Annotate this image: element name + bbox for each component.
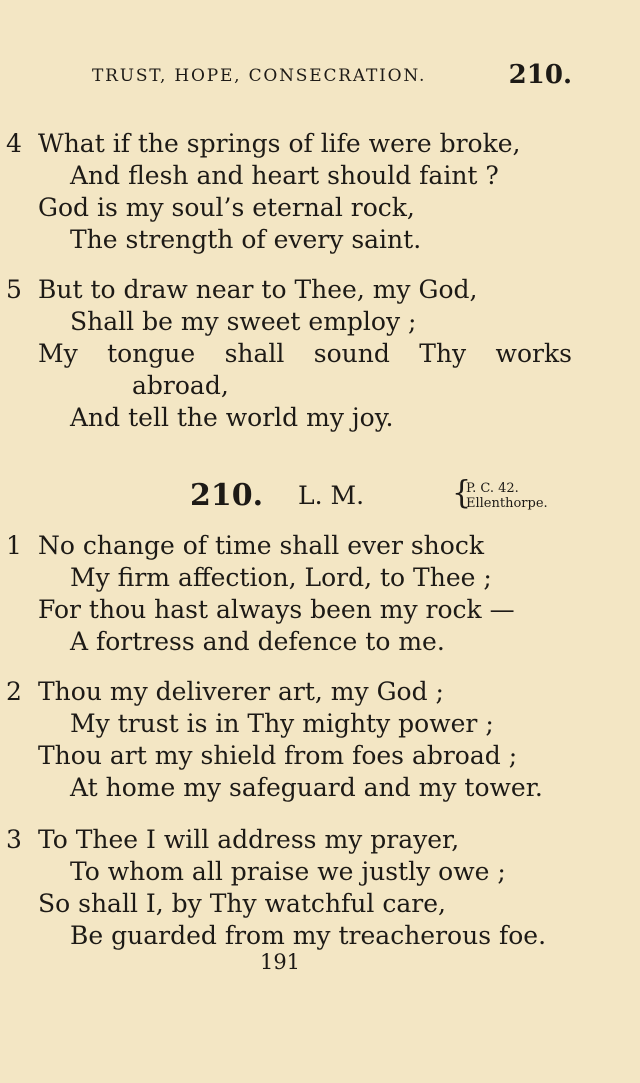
line-text: No change of time shall ever shock <box>38 531 484 560</box>
line-text: What if the springs of life were broke, <box>38 129 521 158</box>
stanza-3 <box>0 824 640 952</box>
stanza-line: And flesh and heart should faint ? <box>70 161 499 190</box>
stanza-number: 3 <box>6 825 22 854</box>
stanza-line: Thou art my shield from foes abroad ; <box>38 741 518 770</box>
stanza-line <box>0 274 640 306</box>
stanza-line: Shall be my sweet employ ; <box>70 307 417 336</box>
hymn-meter: L. M. <box>298 481 365 510</box>
word: tongue <box>107 339 196 368</box>
stanza-line <box>0 338 640 370</box>
stanza-5 <box>0 274 640 434</box>
stanza-line <box>0 530 640 562</box>
page-number: 191 <box>259 950 301 974</box>
tune-reference: P. C. 42. <box>466 481 519 496</box>
stanza-line: So shall I, by Thy watchful care, <box>38 889 446 918</box>
word: sound <box>313 339 390 368</box>
tune-references <box>466 481 548 511</box>
stanza-number: 5 <box>6 275 22 304</box>
stanza-number: 2 <box>6 677 22 706</box>
running-header <box>92 60 572 90</box>
running-header-title: TRUST, HOPE, CONSECRATION. <box>92 66 427 86</box>
tune-name: Ellenthorpe. <box>466 496 548 511</box>
stanza-line: My trust is in Thy mighty power ; <box>70 709 494 738</box>
line-text: But to draw near to Thee, my God, <box>38 275 478 304</box>
word: Thy <box>419 339 467 368</box>
line-text: Thou my deliverer art, my God ; <box>38 677 444 706</box>
hymn-heading <box>0 475 640 518</box>
word: My <box>38 339 78 368</box>
hymn-number: 210. <box>190 478 264 513</box>
stanza-line <box>0 128 640 160</box>
stanza-line: The strength of every saint. <box>70 225 422 254</box>
stanza-line: At home my safeguard and my tower. <box>70 773 543 802</box>
stanza-number: 1 <box>6 531 22 560</box>
tune-brace: { <box>452 475 472 512</box>
stanza-line: To whom all praise we justly owe ; <box>70 857 506 886</box>
stanza-line <box>0 824 640 856</box>
stanza-line: abroad, <box>132 371 229 400</box>
stanza-line: Be guarded from my treacherous foe. <box>70 921 547 950</box>
stanza-line: A fortress and defence to me. <box>70 627 445 656</box>
justified-line <box>38 338 572 370</box>
stanza-line: For thou hast always been my rock — <box>38 595 515 624</box>
stanza-line: And tell the world my joy. <box>70 403 394 432</box>
stanza-line: God is my soul’s eternal rock, <box>38 193 415 222</box>
stanza-1 <box>0 530 640 658</box>
stanza-4 <box>0 128 640 256</box>
word: works <box>495 339 572 368</box>
word: shall <box>224 339 285 368</box>
line-text: To Thee I will address my prayer, <box>38 825 460 854</box>
stanza-number: 4 <box>6 129 22 158</box>
stanza-line: My firm affection, Lord, to Thee ; <box>70 563 492 592</box>
stanza-line <box>0 676 640 708</box>
stanza-2 <box>0 676 640 804</box>
running-header-hymn-number: 210. <box>508 60 572 90</box>
